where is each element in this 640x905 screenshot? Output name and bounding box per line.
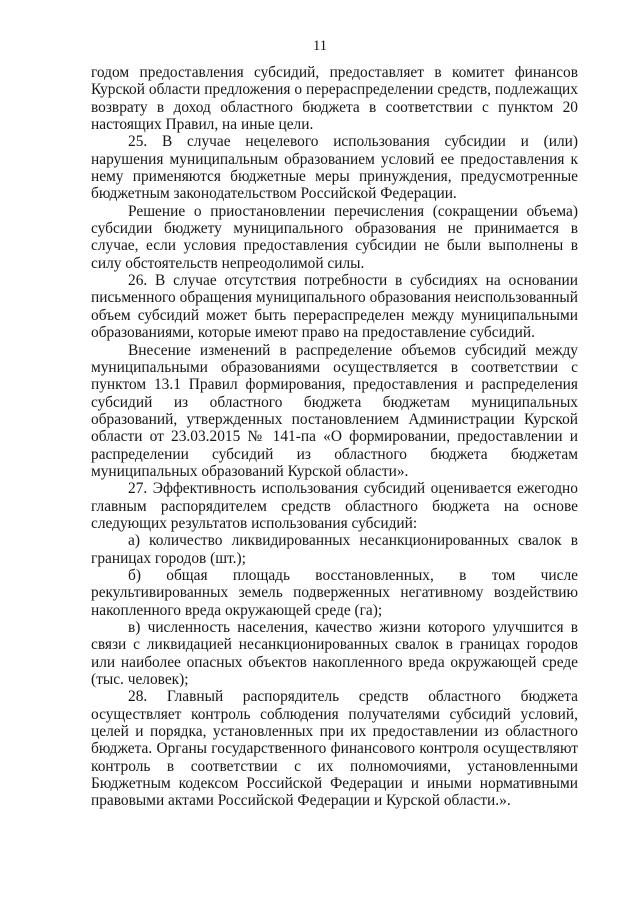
paragraph-suspension-decision: Решение о приостановлении перечисления (сокращении объема) субсидии бюджету муниципального образования не принимается в случае, если условия предоставления субсидии не были выполнены в силу обстоятельств непреодолимой силы. [91, 202, 578, 272]
list-item-c: в) численность населения, качество жизни которого улучшится в связи с ликвидацией несанкционированных свалок в границах городов или наиболее опасных объектов накопленного вреда окружающей среде (тыс. человек); [91, 619, 578, 689]
list-item-a: а) количество ликвидированных несанкционированных свалок в границах городов (шт.); [91, 532, 578, 567]
paragraph-distribution-changes: Внесение изменений в распределение объемов субсидий между муниципальными образованиями осуществляется в соответствии с пунктом 13.1 Правил формирования, предоставления и распределения субсидий из областного бюджета бюджетам муниципальных образований, утвержденных постановлением Администрации Курской области от 23.03.2015 № 141-па «О формировании, предоставлении и распределении субсидий из областного бюджета бюджетам муниципальных образований Курской области». [91, 341, 578, 480]
paragraph-25: 25. В случае нецелевого использования субсидии и (или) нарушения муниципальным образованием условий ее предоставления к нему применяются бюджетные меры принуждения, предусмотренные бюджетным законодательством Российской Федерации. [91, 133, 578, 203]
document-body [91, 64, 578, 810]
paragraph-28: 28. Главный распорядитель средств областного бюджета осуществляет контроль соблюдения получателями субсидий условий, целей и порядка, установленных при их предоставлении из областного бюджета. Органы государственного финансового контроля осуществляют контроль в соответствии с их полномочиями, установленными Бюджетным кодексом Российской Федерации и иными нормативными правовыми актами Российской Федерации и Курской области.». [91, 688, 578, 810]
page-number: 11 [313, 38, 327, 54]
paragraph-27: 27. Эффективность использования субсидий оценивается ежегодно главным распорядителем средств областного бюджета на основе следующих результатов использования субсидий: [91, 480, 578, 532]
paragraph-continuation: годом предоставления субсидий, предоставляет в комитет финансов Курской области предложения о перераспределении средств, подлежащих возврату в доход областного бюджета в соответствии с пунктом 20 настоящих Правил, на иные цели. [91, 64, 578, 134]
list-item-b: б) общая площадь восстановленных, в том числе рекультивированных земель подверженных негативному воздействию накопленного вреда окружающей среде (га); [91, 566, 578, 619]
paragraph-26: 26. В случае отсутствия потребности в субсидиях на основании письменного обращения муниципального образования неиспользованный объем субсидий может быть перераспределен между муниципальными образованиями, которые имеют право на предоставление субсидий. [91, 272, 578, 342]
